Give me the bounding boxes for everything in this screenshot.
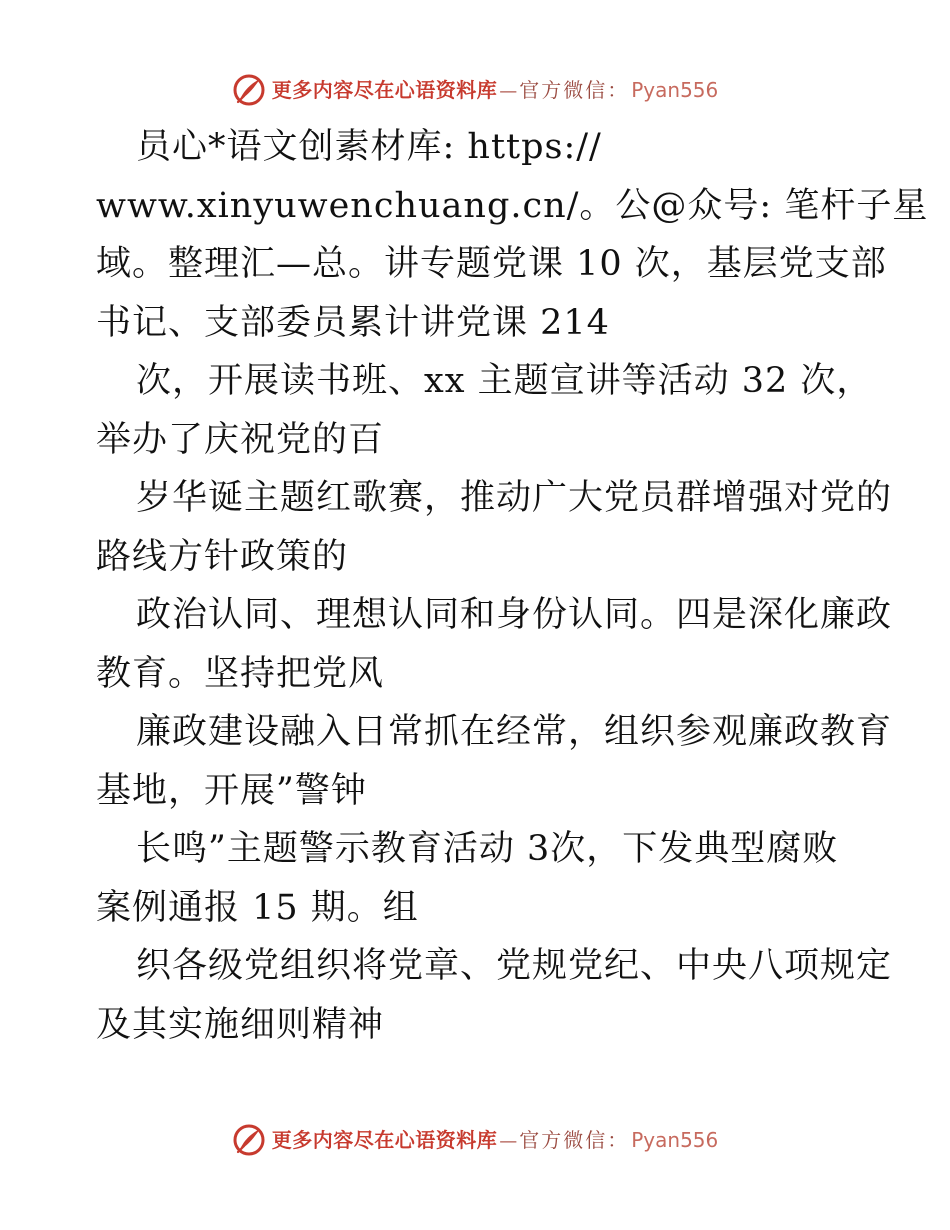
header-banner-separator: — [499,80,518,102]
footer-banner-main: 更多内容尽在心语资料库 [271,1127,498,1152]
body-line: 教育。坚持把党风 [96,653,385,694]
footer-banner-wechat-label: 官方微信： [519,1127,630,1152]
footer-banner-wechat-id: Pyan556 [631,1127,719,1152]
body-line: 及其实施细则精神 [96,1004,385,1045]
header-banner-text [271,77,719,102]
body-line: 案例通报 15 期。组 [96,887,419,928]
header-banner [0,70,950,110]
body-line: 政治认同、理想认同和身份认同。四是深化廉政 [136,595,893,635]
header-banner-main: 更多内容尽在心语资料库 [271,77,498,102]
body-line: 员心*语文创素材库: https:// [136,127,602,167]
body-line: 织各级党组织将党章、党规党纪、中央八项规定 [136,946,893,986]
quill-pen-circle-icon [232,1123,266,1157]
body-line: 长鸣”主题警示教育活动 3次，下发典型腐败 [136,829,839,869]
header-banner-wechat-label: 官方微信： [519,77,630,102]
footer-banner [0,1120,950,1160]
body-line: 基地，开展”警钟 [96,770,367,811]
body-line: 次，开展读书班、xx 主题宣讲等活动 32 次， [136,361,873,401]
body-line: 路线方针政策的 [96,536,349,577]
footer-banner-separator: — [499,1130,518,1152]
body-line: 举办了庆祝党的百 [96,419,385,460]
body-line: 廉政建设融入日常抓在经常，组织参观廉政教育 [136,712,893,752]
header-banner-wechat-id: Pyan556 [631,77,719,102]
body-line: 书记、支部委员累计讲党课 214 [96,302,610,343]
document-body [96,118,929,1054]
body-line: 岁华诞主题红歌赛，推动广大党员群增强对党的 [136,478,893,518]
quill-pen-circle-icon [232,73,266,107]
body-line: 域。整理汇—总。讲专题党课 10 次，基层党支部 [96,244,887,284]
footer-banner-text [271,1127,719,1152]
body-line: www.xinyuwenchuang.cn/。公@众号: 笔杆子星 [96,185,929,226]
